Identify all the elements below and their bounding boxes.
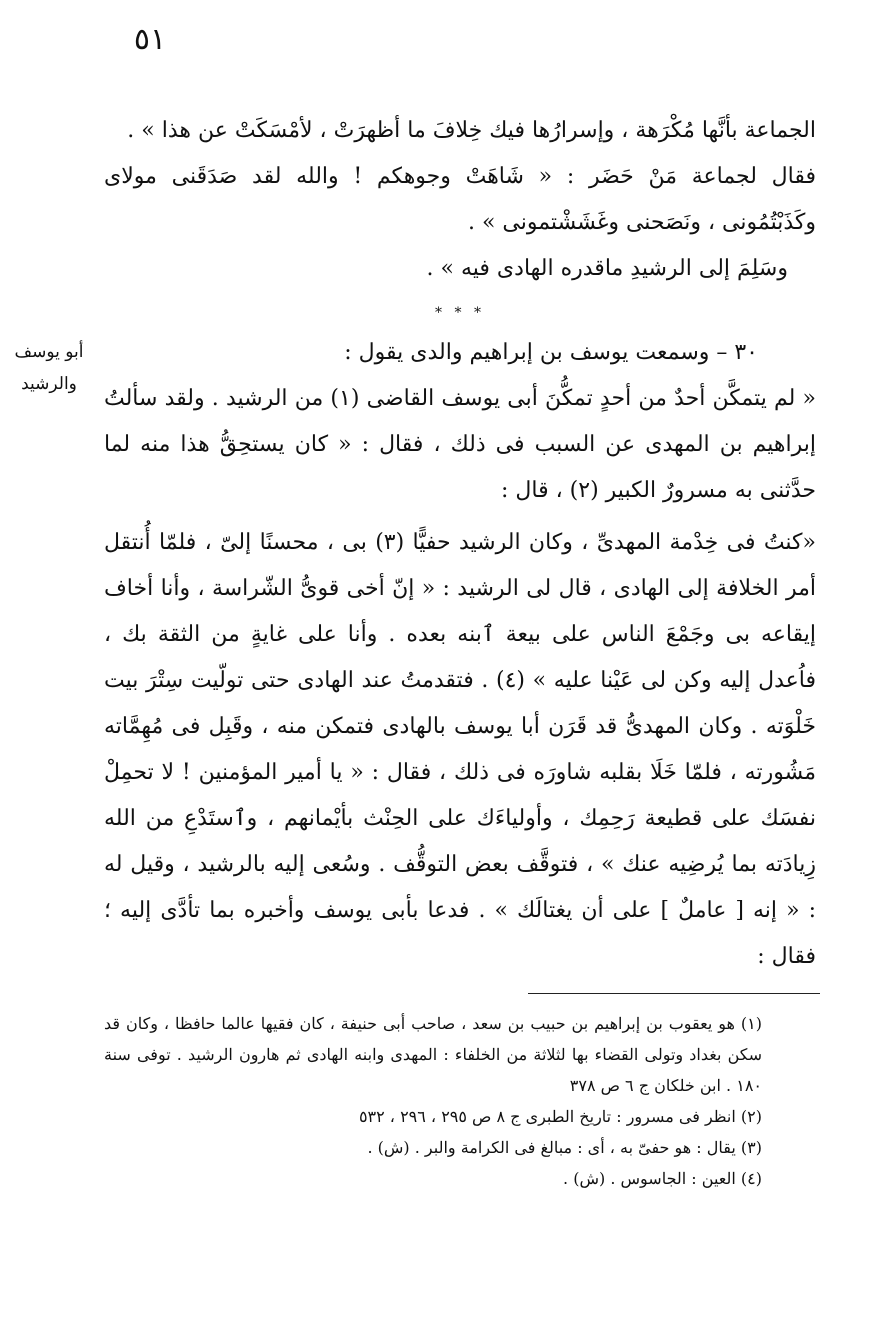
paragraph: «كنتُ فى خِدْمة المهدىِّ ، وكان الرشيد حفيًّا (٣) بى ، محسنًا إلىّ ، فلمّا أُنتقل أمر الخلافة إلى الهادى ، قال لى الرشيد : « إنّ أخى قوىُّ الشّراسة ، وأنا أخاف إيقاعه بى وجَمْعَ الناس على بيعة ٱبنه بعده . وأنا على غايةٍ من الثقة بك ، فاُعدل إليه وكن لى عَيْنا عليه » (٤) . فتقدمتُ عند الهادى حتى تولّيت سِتْرَ بيت خَلْوَته . وكان المهدىُّ قد قَرَن أبا يوسف بالهادى فتمكن منه ، وقَبِل فى مُهِمَّاته مَشُورته ، فلمّا خَلَا بقلبه شاورَه فى ذلك ، فقال : « يا أمير المؤمنين ! لا تحمِلْ نفسَك على قطيعة رَحِمِك ، وأولياءَك على الحِنْث بأيْمانهم ، وٱستَدْعِ من الله زِيادَته بما يُرضِيه عنك » ، فتوقَّف بعض التوقُّف . وسُعى إليه بالرشيد ، وقيل له : « إنه [ عاملٌ ] على أن يغتالَك » . فدعا بأبى يوسف وأخبره بما تأدَّى إليه ؛ فقال : [104,530,816,969]
margin-note [8,336,90,400]
paragraph: فقال لجماعة مَنْ حَضَر : « شَاهَتْ وجوهكم ! والله لقد صَدَقَنى مولاى وكَذَبْتُمُونى ، ونَصَحنى وغَشَشْتمونى » . [104,164,816,235]
paragraph: الجماعة بأنَّها مُكْرَهة ، وإسرارُها فيك خِلافَ ما أظهرَتْ ، لأمْسَكَتْ عن هذا » . [127,118,816,143]
paragraph: وسَلِمَ إلى الرشيدِ ماقدره الهادى فيه » . [426,256,788,281]
paragraph: ٣٠ – وسمعت يوسف بن إبراهيم والدى يقول : [344,340,758,365]
footnote: (٣) يقال : هو حفىّ به ، أى : مبالغ فى الكرامة والبر . (ش) . [367,1138,762,1157]
footnote: (١) هو يعقوب بن إبراهيم بن حبيب بن سعد ، صاحب أبى حنيفة ، كان فقيها عالما حافظا ، وكان قد سكن بغداد وتولى القضاء بها لثلاثة من الخلفاء : المهدى وابنه الهادى ثم هارون الرشيد . توفى سنة ١٨٠ . ابن خلكان ج ٦ ص ٣٧٨ [104,1014,762,1095]
footnote: (٤) العين : الجاسوس . (ش) . [563,1169,762,1188]
footnotes [104,1008,816,1194]
margin-note-line: والرشيد [21,374,77,394]
paragraph: « لم يتمكَّن أحدٌ من أحدٍ تمكُّنَ أبى يوسف القاضى (١) من الرشيد . ولقد سألتُ إبراهيم بن المهدى عن السبب فى ذلك ، فقال : « كان يستحِقُّ هذا منه لما حدَّثنى به مسرورٌ الكبير (٢) ، قال : [104,386,817,503]
footnote-rule [528,993,820,994]
footnote: (٢) انظر فى مسرور : تاريخ الطبرى ج ٨ ص ٢٩٥ ، ٢٩٦ ، ٥٣٢ [358,1107,762,1126]
page-number: ٥١ [133,22,167,57]
main-text [104,108,816,980]
section-separator: * * * [435,305,485,321]
margin-note-line: أبو يوسف [14,342,84,362]
